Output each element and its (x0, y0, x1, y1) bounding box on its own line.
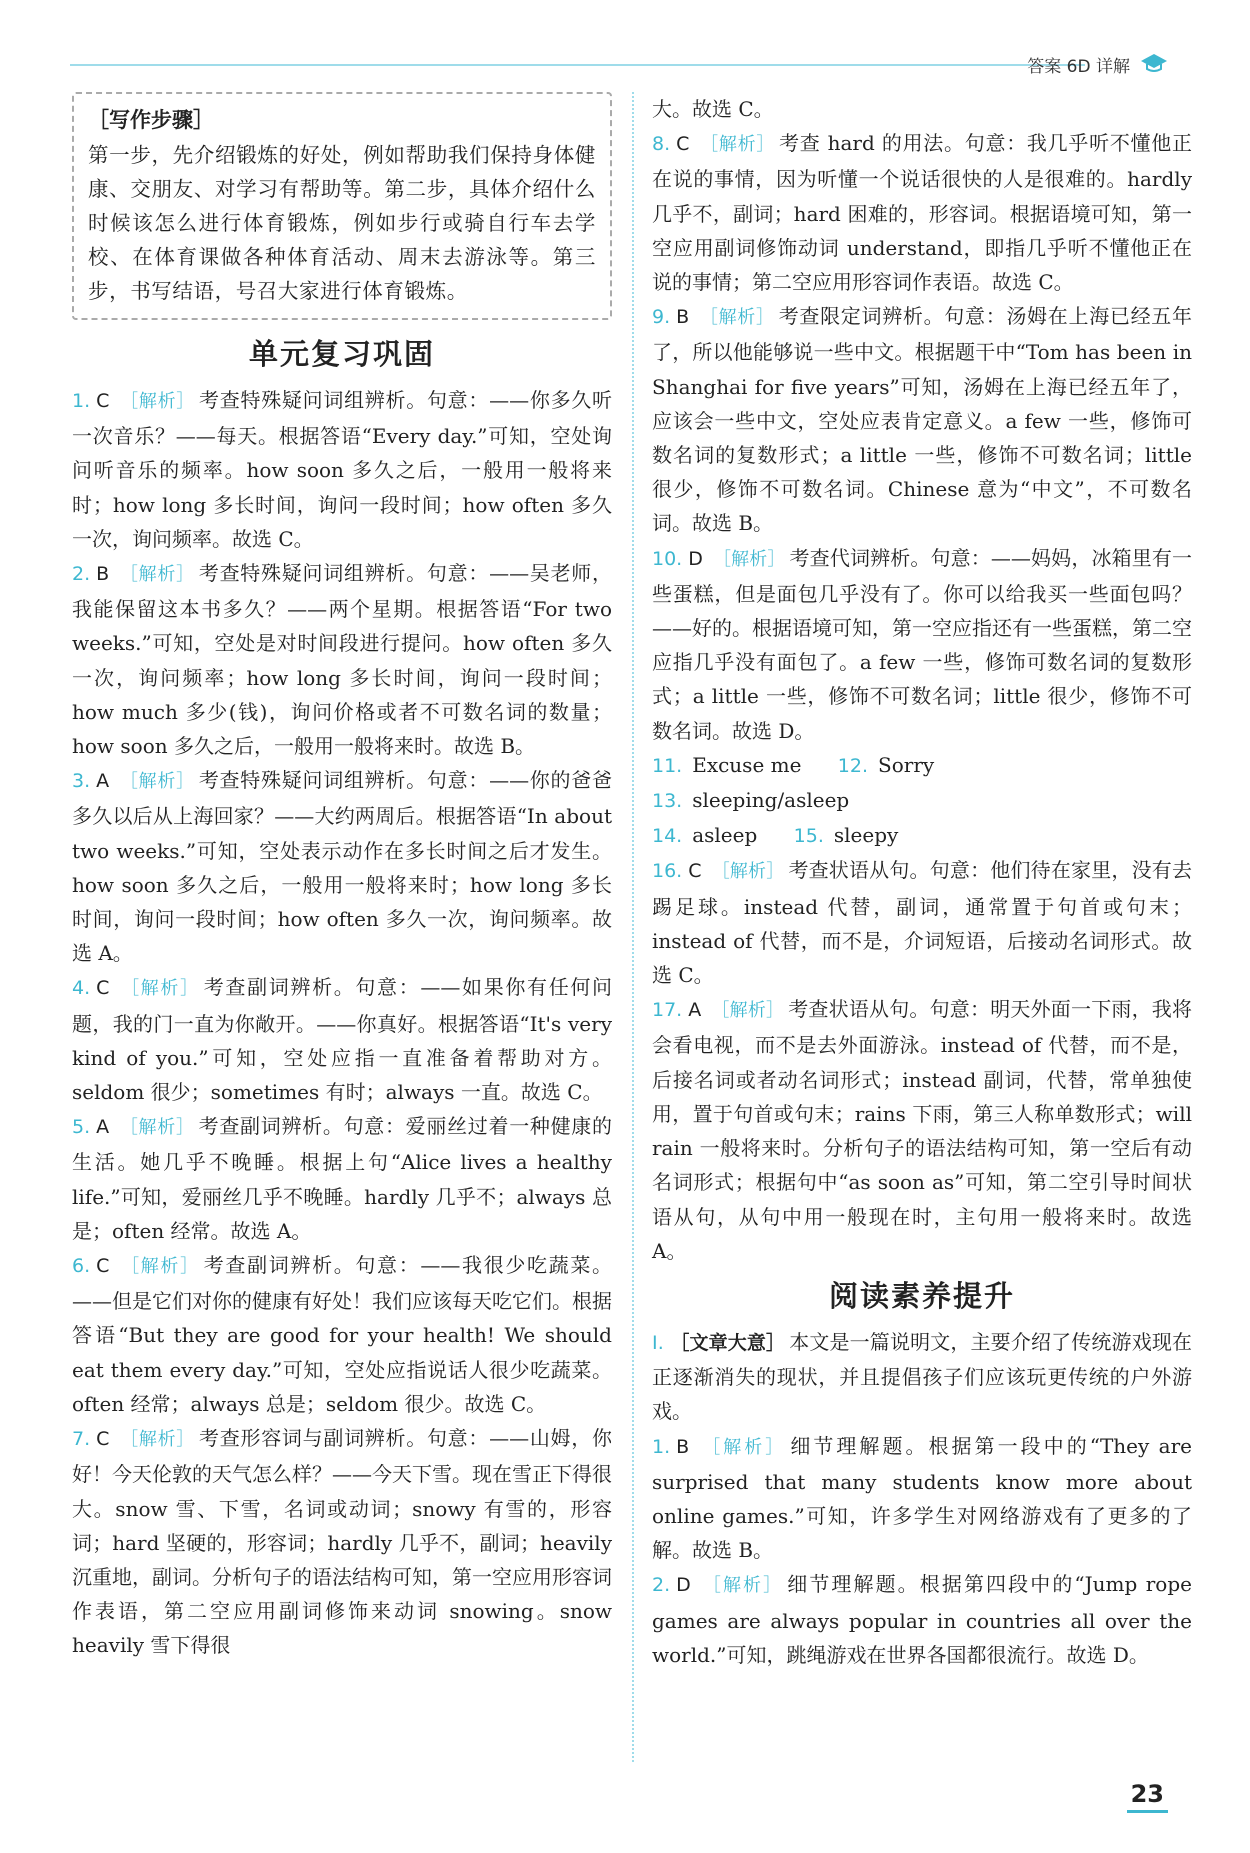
right-column (652, 92, 1192, 1672)
graduation-cap-icon (1140, 52, 1168, 74)
left-column (72, 92, 612, 1663)
answer-item: 4. C ［解析］ 考查副词辨析。句意：——如果你有任何问题，我的门一直为你敞开。——你真好。根据答语“It's very kind of you.”可知，空处应指一直准备着帮助对方。seldom 很少；sometimes 有时；always 一直。故选 C。 (72, 975, 613, 1105)
answer-item: 10. D ［解析］ 考查代词辨析。句意：——妈妈，冰箱里有一些蛋糕，但是面包几乎没有了。你可以给我买一些面包吗？——好的。根据语境可知，第一空应指还有一些蛋糕，第二空应指几乎没有面包了。a few 一些，修饰可数名词的复数形式；a little 一些，修饰不可数名词；little 很少，修饰不可数名词。故选 D。 (652, 545, 1193, 743)
short-answers (652, 748, 1192, 854)
short-answer: 12. Sorry (837, 752, 935, 777)
short-answer: 11. Excuse me (652, 752, 802, 777)
writing-steps-text: 第一步，先介绍锻炼的好处，例如帮助我们保持身体健康、交朋友、对学习有帮助等。第二步，具体介绍什么时候该怎么进行体育锻炼，例如步行或骑自行车去学校、在体育课做各种体育活动、周末去游泳等。第三步，书写结语，号召大家进行体育锻炼。 (88, 143, 596, 303)
short-answer: 14. asleep (652, 823, 758, 848)
header-rule (70, 64, 1085, 66)
answer-item: 17. A ［解析］ 考查状语从句。句意：明天外面一下雨，我将会看电视，而不是去外面游泳。instead of 代替，而不是，后接名词或者动名词形式；instead 副词，代替，常单独使用，置于句首或句末；rains 下雨，第三人称单数形式；will rain 一般将来时。分析句子的语法结构可知，第一空后有动名词形式；根据句中“as soon as”可知，第二空引导时间状语从句，从句中用一般现在时，主句用一般将来时。故选 A。 (652, 997, 1193, 1263)
column-divider (632, 92, 634, 1762)
writing-steps-box (72, 92, 612, 320)
answer-item: 6. C ［解析］ 考查副词辨析。句意：——我很少吃蔬菜。——但是它们对你的健康有好处！我们应该每天吃它们。根据答语“But they are good for your health! We should eat them every day.”可知，空处应指说话人很少吃蔬菜。often 经常；always 总是；seldom 很少。故选 C。 (72, 1253, 613, 1416)
answer-item: 8. C ［解析］ 考查 hard 的用法。句意：我几乎听不懂他正在说的事情，因为听懂一个说话很快的人是很难的。hardly 几乎不，副词；hard 困难的，形容词。根据语境可知，第一空应用副词修饰动词 understand，即指几乎听不懂他正在说的事情；第二空应用形容词作表语。故选 C。 (652, 131, 1193, 295)
answer-item: 9. B ［解析］ 考查限定词辨析。句意：汤姆在上海已经五年了，所以他能够说一些中文。根据题干中“Tom has been in Shanghai for five years”可知，汤姆在上海已经五年了，应该会一些中文，空处应表肯定意义。a few 一些，修饰可数名词的复数形式；a little 一些，修饰不可数名词；little 很少，修饰不可数名词。Chinese 意为“中文”，不可数名词。故选 B。 (652, 304, 1193, 536)
answer-item: 1. B ［解析］ 细节理解题。根据第一段中的“They are surprised that many students know more about online games.”可知，许多学生对网络游戏有了更多的了解。故选 B。 (652, 1433, 1193, 1563)
reading-summary: Ⅰ. ［文章大意］ 本文是一篇说明文，主要介绍了传统游戏现在正逐渐消失的现状，并且提倡孩子们应该玩更传统的户外游戏。 (652, 1329, 1192, 1424)
answer-item: 2. D ［解析］ 细节理解题。根据第四段中的“Jump rope games are always popular in countries all over the world.”可知，跳绳游戏在世界各国都很流行。故选 D。 (652, 1572, 1192, 1667)
short-answer: 13. sleeping/asleep (652, 788, 850, 813)
answer-item: 3. A ［解析］ 考查特殊疑问词组辨析。句意：——你的爸爸多久以后从上海回家？——大约两周后。根据答语“In about two weeks.”可知，空处表示动作在多长时间之后才发生。how soon 多久之后，一般用一般将来时；how long 多长时间，询问一段时间；how often 多久一次，询问频率。故选 A。 (72, 768, 613, 966)
short-answer: 15. sleepy (793, 823, 899, 848)
review-answers-left (72, 383, 612, 1663)
answer-item: 2. B ［解析］ 考查特殊疑问词组辨析。句意：——吴老师，我能保留这本书多久？——两个星期。根据答语“For two weeks.”可知，空处是对时间段进行提问。how often 多久一次，询问频率；how long 多长时间，询问一段时间；how much 多少(钱)，询问价格或者不可数名词的数量；how soon 多久之后，一般用一般将来时。故选 B。 (72, 561, 613, 759)
page-number: 23 (1127, 1780, 1168, 1813)
answer-item: 5. A ［解析］ 考查副词辨析。句意：爱丽丝过着一种健康的生活。她几乎不晚睡。根据上句“Alice lives a healthy life.”可知，爱丽丝几乎不晚睡。hardly 几乎不；always 总是；often 经常。故选 A。 (72, 1114, 613, 1243)
answer-item: 16. C ［解析］ 考查状语从句。句意：他们待在家里，没有去踢足球。instead 代替，副词，通常置于句首或句末；instead of 代替，而不是，介词短语，后接动名词形式。故选 C。 (652, 858, 1192, 988)
writing-steps-title: ［写作步骤］ (88, 108, 214, 132)
answer-item: 1. C ［解析］ 考查特殊疑问词组辨析。句意：——你多久听一次音乐？——每天。根据答语“Every day.”可知，空处询问听音乐的频率。how soon 多久之后，一般用一般将来时；how long 多长时间，询问一段时间；how often 多久一次，询问频率。故选 C。 (72, 388, 613, 551)
section-title-review: 单元复习巩固 (248, 337, 435, 371)
answer-continuation: 大。故选 C。 (652, 97, 774, 121)
header-label: 答案 6D 详解 (1027, 57, 1130, 77)
section-title-reading: 阅读素养提升 (828, 1278, 1015, 1313)
answer-item: 7. C ［解析］ 考查形容词与副词辨析。句意：——山姆，你好！今天伦敦的天气怎么样？——今天下雪。现在雪正下得很大。snow 雪、下雪，名词或动词；snowy 有雪的，形容词；hard 坚硬的，形容词；hardly 几乎不，副词；heavily 沉重地，副词。分析句子的语法结构可知，第一空应用形容词作表语，第二空应用副词修饰来动词 snowing。snow heavily 雪下得很 (72, 1426, 613, 1658)
